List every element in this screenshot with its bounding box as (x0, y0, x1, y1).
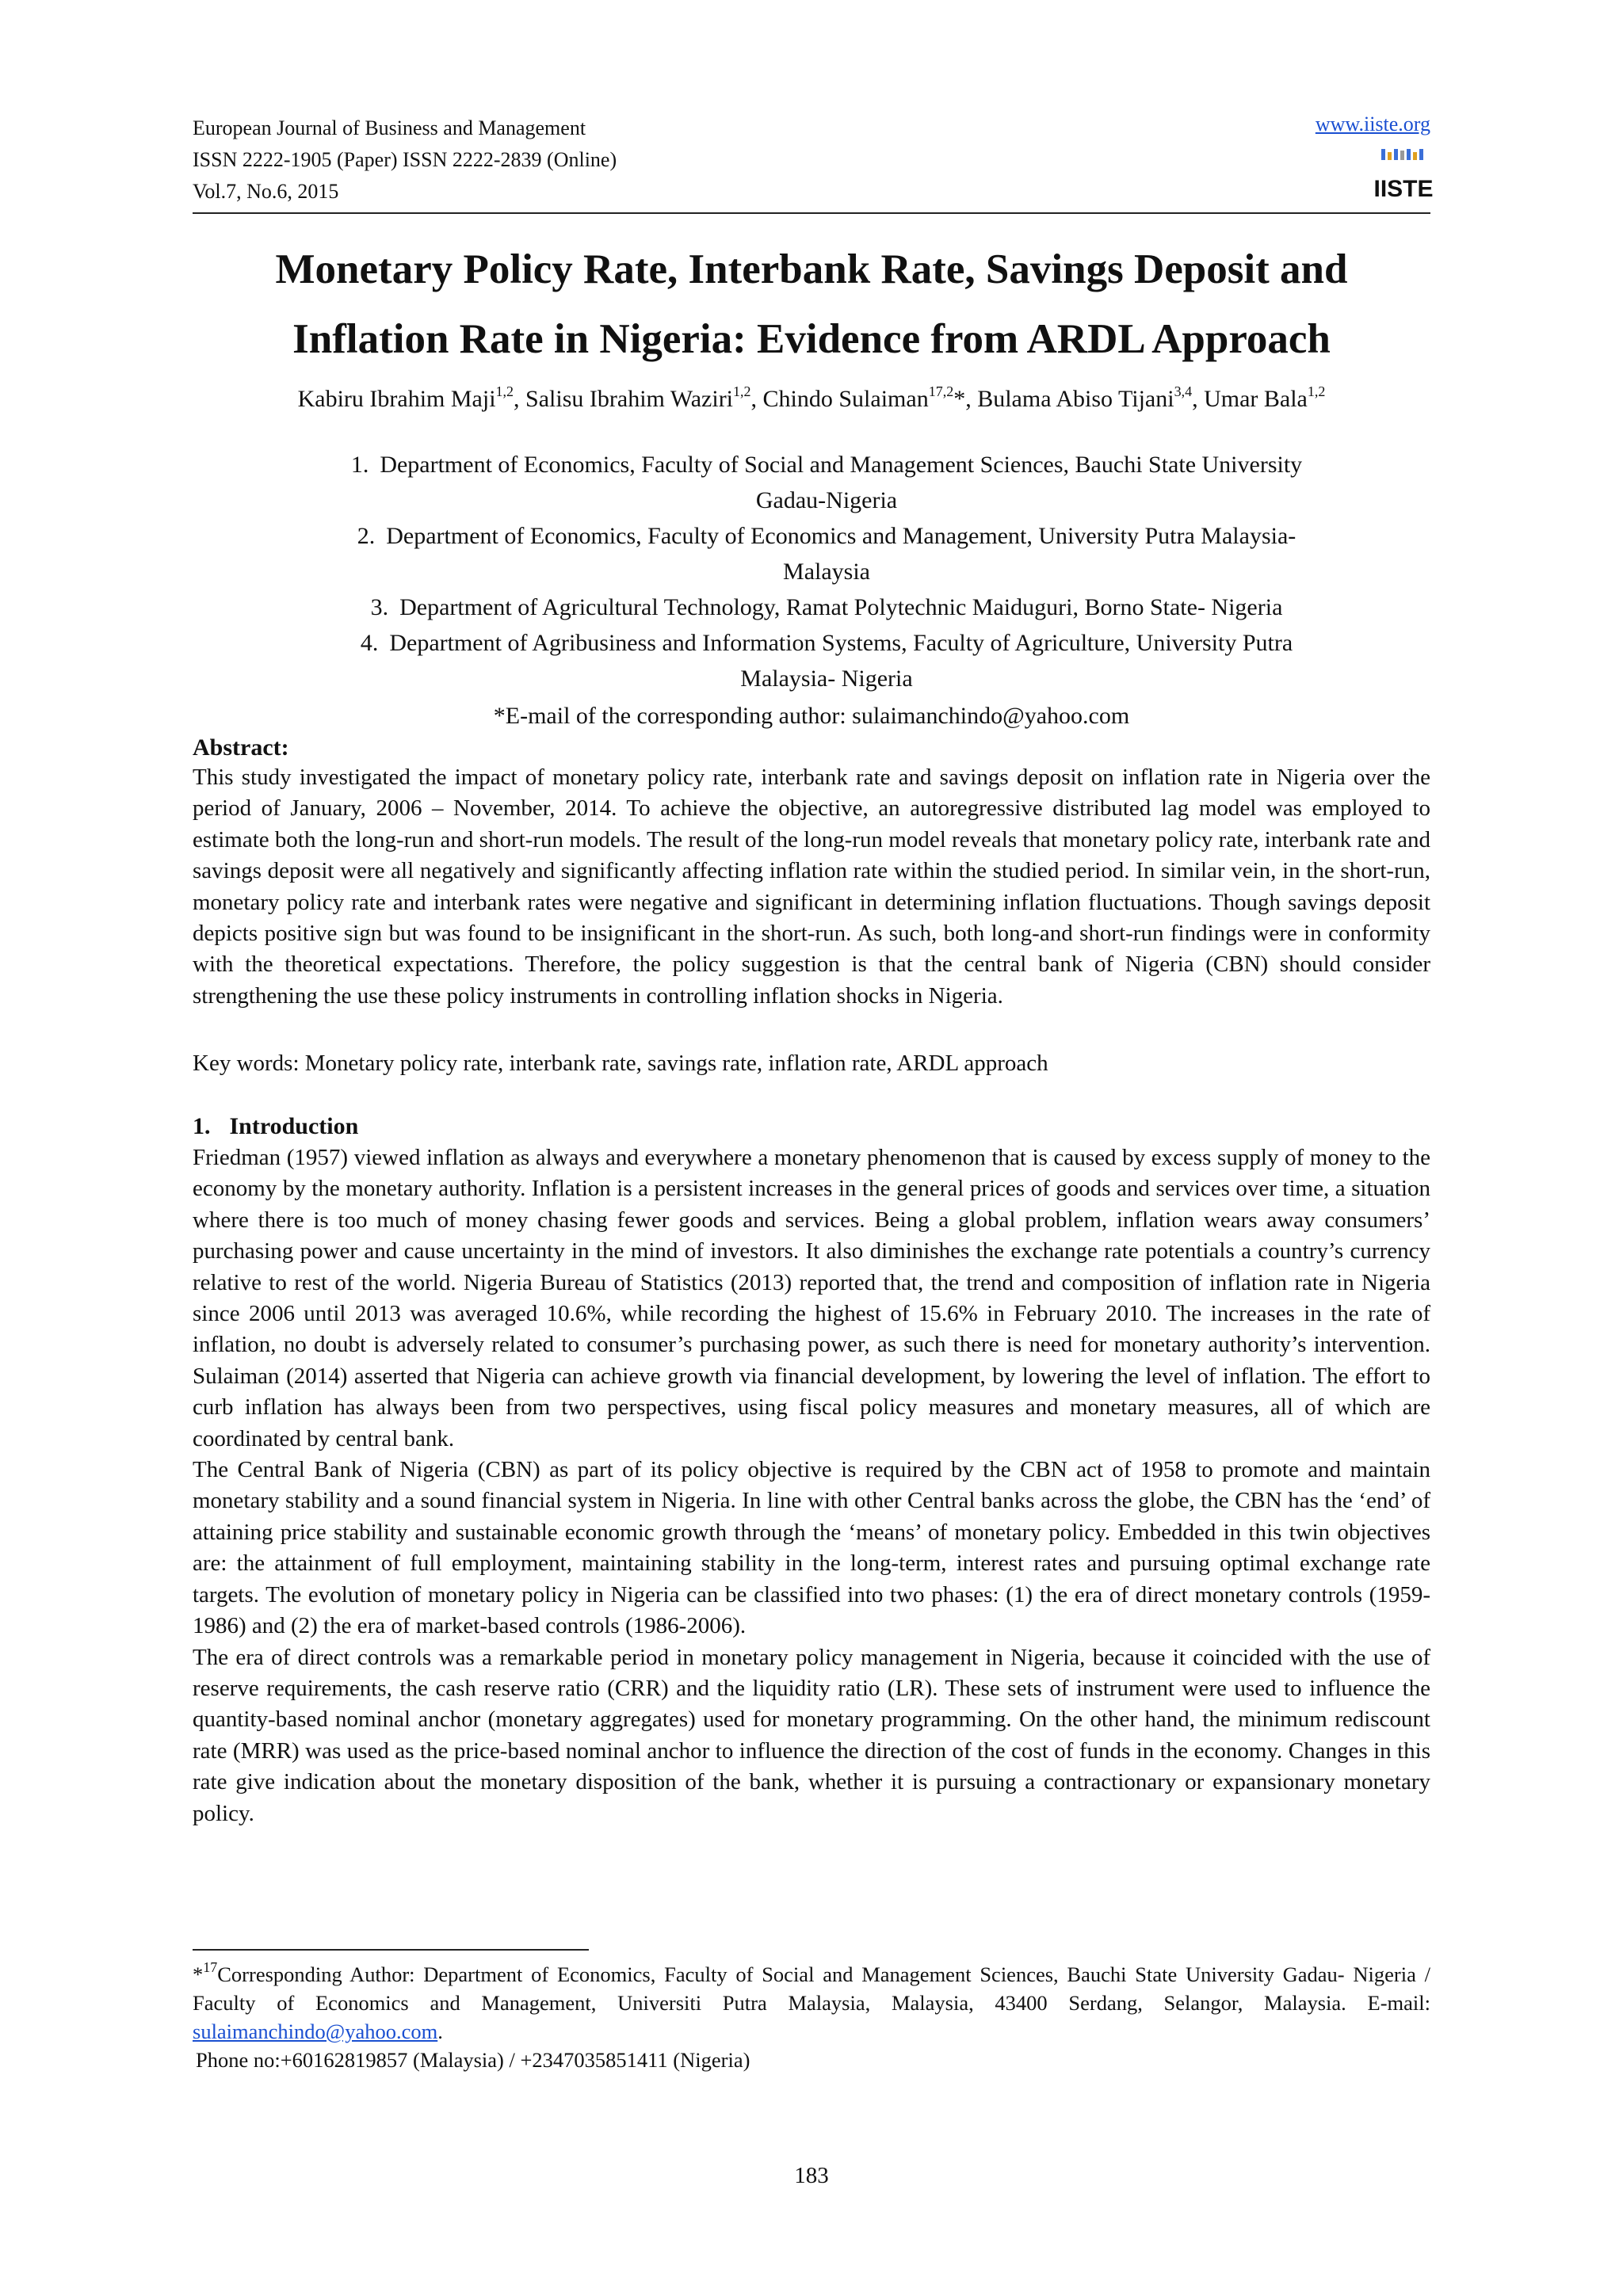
affiliation-item: 1. Department of Economics, Faculty of Social and Management Sciences, Bauchi State University Gadau-Nigeria (350, 452, 1303, 513)
journal-url-link[interactable]: www.iiste.org (1315, 113, 1430, 135)
journal-issn: ISSN 2222-1905 (Paper) ISSN 2222-2839 (Online) (193, 148, 617, 171)
author: Bulama Abiso Tijani$^{3,4}$, (977, 383, 1205, 412)
affiliation-list (304, 447, 1350, 696)
abstract-text: This study investigated the impact of monetary policy rate, interbank rate and savings deposit on inflation rate in Nigeria over the period of January, 2006 – November, 2014. To achieve the objective, an autoregressive distributed lag model was employed to estimate both the long-run and short-run models. The result of the long-run model reveals that monetary policy rate, interbank rate and savings deposit were all negatively and significantly affecting inflation rate within the studied period. In similar vein, in the short-run, monetary policy rate and interbank rates were negative and significant in determining inflation fluctuations. Though savings deposit depicts positive sign but was found to be insignificant in the short-run. As such, both long-and short-run findings were in conformity with the theoretical expectations. Therefore, the policy suggestion is that the central bank of Nigeria (CBN) should consider strengthening the use these policy instruments in controlling inflation shocks in Nigeria. (193, 765, 1430, 1009)
affiliation-item: 2. Department of Economics, Faculty of Economics and Management, University Putra Malaysia- Malaysia (357, 523, 1296, 585)
journal-header (193, 113, 1434, 214)
title-line-1: Monetary Policy Rate, Interbank Rate, Savings Deposit and (275, 246, 1348, 292)
introduction-body (193, 1142, 1430, 1829)
footnote-email-link[interactable]: sulaimanchindo@yahoo.com (193, 2019, 438, 2043)
author: Umar Bala$^{1,2}$ (1204, 383, 1326, 412)
author: Salisu Ibrahim Waziri$^{1,2}$, (525, 383, 763, 412)
affiliation-item: 4. Department of Agribusiness and Information Systems, Faculty of Agriculture, University Putra Malaysia- Nigeria (360, 630, 1293, 692)
logo-wordmark: IISTE (1373, 176, 1434, 202)
paragraph: Friedman (1957) viewed inflation as always and everywhere a monetary phenomenon that is caused by excess supply of money to the economy by the monetary authority. Inflation is a persistent increases in the general prices of goods and services over time, a situation where there is too much of money chasing fewer goods and services. Being a global problem, inflation wears away consumers’ purchasing power and cause uncertainty in the mind of investors. It also diminishes the exchange rate potentials a country’s currency relative to rest of the world. Nigeria Bureau of Statistics (2013) reported that, the trend and composition of inflation rate in Nigeria since 2006 until 2013 was averaged 10.6%, while recording the highest of 15.6% in February 2010. The increases in the rate of inflation, no doubt is adversely related to consumer’s purchasing power, as such there is need for monetary authority’s intervention. Sulaiman (2014) asserted that Nigeria can achieve growth via financial development, by lowering the level of inflation. The effort to curb inflation has always been from two perspectives, using fiscal policy measures and monetary measures, all of which are coordinated by central bank. (193, 1145, 1430, 1451)
section-heading: 1. Introduction (193, 1113, 359, 1139)
footnote-divider (193, 1949, 589, 1951)
journal-name: European Journal of Business and Management (193, 116, 586, 139)
footnote: *$^{17}$Corresponding Author: Department of Economics, Faculty of Social and Management Sciences, Bauchi State University Gadau- Nigeria / Faculty of Economics and Management, Universiti Putra Malaysia, Malaysia, 43400 Serdang, Selangor, Malaysia. E-mail: sulaimanchindo@yahoo.com. (193, 1959, 1430, 2043)
journal-volume: Vol.7, No.6, 2015 (193, 180, 339, 203)
paper-title (193, 235, 1430, 374)
paper-page (193, 0, 1434, 2296)
author: Kabiru Ibrahim Maji$^{1,2}$, (297, 383, 526, 412)
paragraph: The era of direct controls was a remarkable period in monetary policy management in Nigeria, because it coincided with the use of reserve requirements, the cash reserve ratio (CRR) and the liquidity ratio (LR). These sets of instrument were used to influence the quantity-based nominal anchor (monetary aggregates) used for monetary programming. On the other hand, the minimum rediscount rate (MRR) was used as the price-based nominal anchor to influence the direction of the cost of funds in the economy. Changes in this rate give indication about the monetary disposition of the bank, whether it is pursuing a contractionary or expansionary monetary policy. (193, 1644, 1430, 1826)
header-divider (193, 212, 1430, 214)
author-list (193, 383, 1430, 415)
corresponding-email: *E-mail of the corresponding author: sulaimanchindo@yahoo.com (493, 703, 1130, 729)
abstract-heading: Abstract: (193, 734, 289, 761)
keywords: Key words: Monetary policy rate, interbank rate, savings rate, inflation rate, ARDL approach (193, 1051, 1048, 1076)
page-number: 183 (794, 2163, 829, 2188)
affiliation-item: 3. Department of Agricultural Technology, Ramat Polytechnic Maiduguri, Borno State- Nigeria (370, 594, 1283, 620)
title-line-2: Inflation Rate in Nigeria: Evidence from ARDL Approach (292, 316, 1331, 362)
iiste-logo-icon (1373, 147, 1434, 204)
paragraph: The Central Bank of Nigeria (CBN) as part of its policy objective is required by the CBN act of 1958 to promote and maintain monetary stability and a sound financial system in Nigeria. In line with other Central banks across the globe, the CBN has the ‘end’ of attaining price stability and sustainable economic growth through the ‘means’ of monetary policy. Embedded in this twin objectives are: the attainment of full employment, maintaining stability in the long-term, interest rates and pursuing optimal exchange rate targets. The evolution of monetary policy in Nigeria can be classified into two phases: (1) the era of direct monetary controls (1959-1986) and (2) the era of market-based controls (1986-2006). (193, 1457, 1430, 1639)
author: Chindo Sulaiman$^{17,2}$*, (762, 383, 978, 412)
footnote-phone: Phone no:+60162819857 (Malaysia) / +2347035851411 (Nigeria) (196, 2048, 750, 2072)
